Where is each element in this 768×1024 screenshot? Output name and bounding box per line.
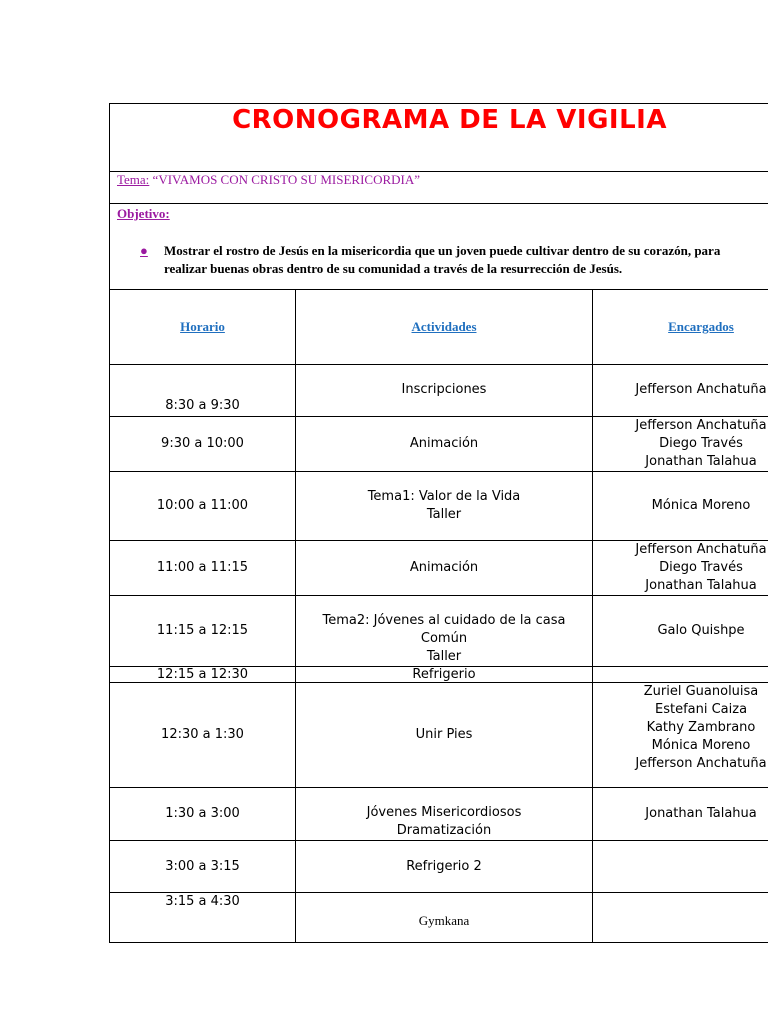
table-row [110, 472, 768, 541]
objetivo-line-2: realizar buenas obras dentro de su comunidad a través de la resurrección de Jesús. [164, 261, 623, 276]
encargados-cell: Jonathan Talahua [593, 788, 768, 841]
encargados-cell [593, 841, 768, 893]
objetivo-row [110, 204, 768, 290]
encargados-cell: Jefferson Anchatuña [593, 365, 768, 417]
table-row [110, 788, 768, 841]
horario-cell: 9:30 a 10:00 [110, 417, 296, 472]
actividades-cell: Unir Pies [296, 683, 593, 788]
actividades-cell: Inscripciones [296, 365, 593, 417]
horario-cell: 12:30 a 1:30 [110, 683, 296, 788]
document-title: CRONOGRAMA DE LA VIGILIA [232, 105, 667, 135]
title-row [110, 104, 768, 172]
table-row [110, 683, 768, 788]
horario-cell: 10:00 a 11:00 [110, 472, 296, 541]
objetivo-item [140, 242, 768, 278]
table-row [110, 417, 768, 472]
tema-row [110, 172, 768, 204]
horario-cell: 3:15 a 4:30 [110, 893, 296, 943]
tema-label: Tema: [117, 172, 150, 187]
bullet-icon: ● [140, 243, 148, 258]
horario-cell: 11:00 a 11:15 [110, 541, 296, 596]
actividades-cell: Tema2: Jóvenes al cuidado de la casa Común Taller [296, 596, 593, 667]
horario-cell: 12:15 a 12:30 [110, 667, 296, 683]
actividades-cell: Gymkana [296, 893, 593, 943]
actividades-cell: Tema1: Valor de la Vida Taller [296, 472, 593, 541]
actividades-cell: Refrigerio [296, 667, 593, 683]
encargados-cell [593, 667, 768, 683]
table-row [110, 365, 768, 417]
encargados-cell: Mónica Moreno [593, 472, 768, 541]
tema-value: “VIVAMOS CON CRISTO SU MISERICORDIA” [152, 172, 421, 187]
header-encargados: Encargados [668, 319, 734, 334]
actividades-cell: Animación [296, 417, 593, 472]
schedule-table [109, 103, 768, 943]
table-row [110, 596, 768, 667]
header-row [110, 290, 768, 365]
header-horario: Horario [180, 319, 225, 334]
encargados-cell: Zuriel Guanoluisa Estefani Caiza Kathy Zambrano Mónica Moreno Jefferson Anchatuña [593, 683, 768, 788]
table-row [110, 893, 768, 943]
actividades-cell: Jóvenes Misericordiosos Dramatización [296, 788, 593, 841]
horario-cell: 3:00 a 3:15 [110, 841, 296, 893]
objetivo-line-1: Mostrar el rostro de Jesús en la misericordia que un joven puede cultivar dentro de su corazón, para [164, 243, 721, 258]
table-row [110, 541, 768, 596]
horario-cell: 1:30 a 3:00 [110, 788, 296, 841]
horario-cell: 11:15 a 12:15 [110, 596, 296, 667]
encargados-cell: Jefferson Anchatuña Diego Través Jonathan Talahua [593, 541, 768, 596]
header-actividades: Actividades [411, 319, 477, 334]
encargados-cell [593, 893, 768, 943]
objetivo-label: Objetivo: [117, 206, 170, 221]
actividades-cell: Refrigerio 2 [296, 841, 593, 893]
table-row [110, 841, 768, 893]
encargados-cell: Galo Quishpe [593, 596, 768, 667]
horario-cell: 8:30 a 9:30 [110, 365, 296, 417]
actividades-cell: Animación [296, 541, 593, 596]
encargados-cell: Jefferson Anchatuña Diego Través Jonathan Talahua [593, 417, 768, 472]
table-row [110, 667, 768, 683]
